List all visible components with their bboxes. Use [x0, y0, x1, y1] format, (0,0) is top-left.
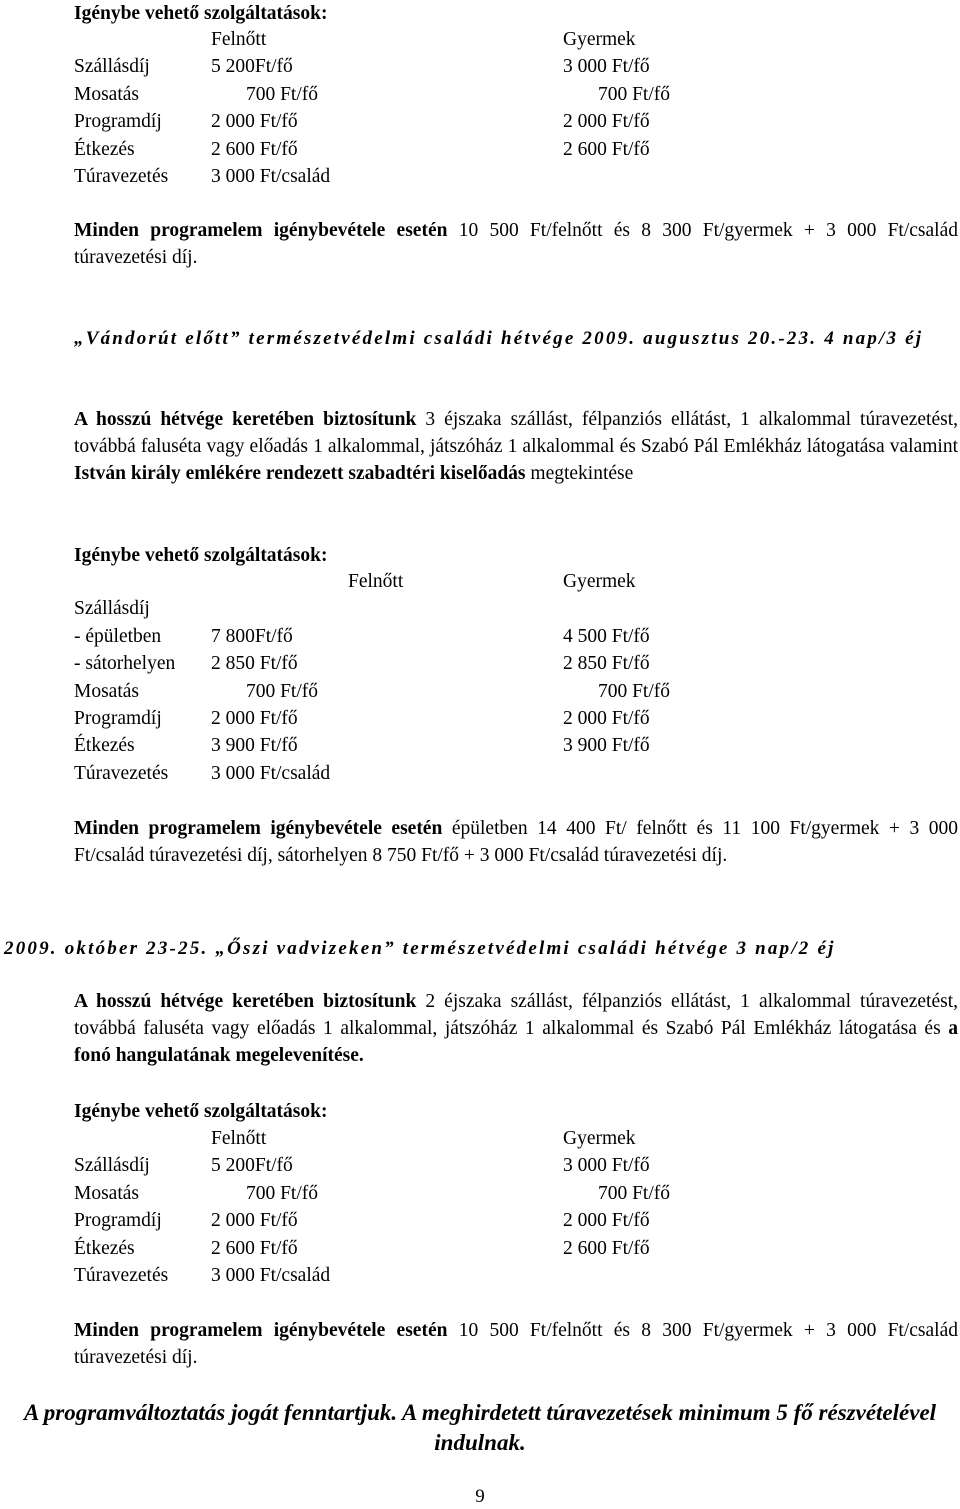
row-label: Étkezés — [74, 735, 135, 757]
child-price: 3 900 Ft/fő — [563, 735, 650, 757]
table-row — [74, 1235, 670, 1262]
row-label: Programdíj — [74, 1210, 162, 1232]
adult-price: 7 800Ft/fő — [211, 625, 293, 647]
adult-price: 5 200Ft/fő — [211, 1155, 293, 1177]
adult-price: 2 000 Ft/fő — [211, 1210, 298, 1232]
adult-price: 2 000 Ft/fő — [211, 111, 298, 133]
child-column-header: Gyermek — [563, 1128, 636, 1149]
row-label: Étkezés — [74, 1237, 135, 1259]
services-heading-1: Igénybe vehető szolgáltatások: — [74, 3, 328, 24]
table-row — [74, 1152, 670, 1179]
adult-price: 700 Ft/fő — [245, 83, 318, 105]
child-price: 2 000 Ft/fő — [563, 707, 650, 729]
row-label: Étkezés — [74, 138, 135, 160]
child-price: 700 Ft/fő — [597, 83, 670, 105]
table-row — [74, 108, 670, 135]
summary-2 — [74, 815, 958, 869]
table-row — [74, 53, 670, 80]
child-price: 2 850 Ft/fő — [563, 653, 650, 675]
price-table-3 — [74, 1125, 670, 1289]
summary-1 — [74, 217, 958, 271]
child-column-header: Gyermek — [563, 29, 636, 50]
table-row — [74, 623, 670, 650]
summary-text: 10 500 Ft/felnőtt és 8 300 Ft/gyermek + 3 000 Ft/család túravezetési díj. — [74, 1320, 958, 1368]
services-heading-2: Igénybe vehető szolgáltatások: — [74, 545, 328, 566]
event-title-3: 2009. október 23-25. „Őszi vadvizeken” természetvédelmi családi hétvége 3 nap/2 éj — [4, 938, 836, 959]
child-price: 3 000 Ft/fő — [563, 1155, 650, 1177]
adult-column-header: Felnőtt — [211, 29, 267, 50]
table-row — [74, 136, 670, 163]
summary-3 — [74, 1317, 958, 1371]
adult-column-header: Felnőtt — [211, 1128, 267, 1149]
row-label: Programdíj — [74, 707, 162, 729]
child-price: 2 600 Ft/fő — [563, 138, 650, 160]
adult-column-header: Felnőtt — [348, 571, 404, 592]
adult-price: 5 200Ft/fő — [211, 56, 293, 78]
adult-price: 3 000 Ft/család — [211, 1264, 331, 1286]
child-price — [563, 1262, 670, 1289]
table-row — [74, 705, 670, 732]
row-label: Túravezetés — [74, 1264, 169, 1286]
row-label: Szállásdíj — [74, 1155, 150, 1177]
price-table-2 — [74, 568, 670, 787]
row-label: Mosatás — [74, 1182, 139, 1204]
description-text: 2 éjszaka szállást, félpanziós ellátást, 1 alkalommal túravezetést, továbbá faluséta vagy előadás 1 alkalommal, játszóház 1 alkalommal és Szabó Pál Emlékház látogatása és — [74, 991, 959, 1039]
price-table-1 — [74, 26, 670, 190]
row-label: Mosatás — [74, 83, 139, 105]
table-row — [74, 595, 670, 622]
event-title-2: „Vándorút előtt” természetvédelmi családi hétvége 2009. augusztus 20.-23. 4 nap/3 éj — [74, 328, 924, 349]
child-price — [563, 760, 670, 787]
child-price: 700 Ft/fő — [597, 1182, 670, 1204]
row-label: Szállásdíj — [74, 598, 150, 620]
table-header-row — [74, 568, 670, 595]
services-heading-3: Igénybe vehető szolgáltatások: — [74, 1101, 328, 1122]
child-price: 2 000 Ft/fő — [563, 111, 650, 133]
adult-price: 3 000 Ft/család — [211, 762, 331, 784]
row-label: Túravezetés — [74, 762, 169, 784]
adult-price: 2 000 Ft/fő — [211, 707, 298, 729]
table-row — [74, 1180, 670, 1207]
row-label: - épületben — [74, 625, 162, 647]
description-lead: A hosszú hétvége keretében biztosítunk — [74, 409, 417, 430]
row-label: Mosatás — [74, 680, 139, 702]
description-highlight: a fonó hangulatának megelevenítése. — [74, 1018, 958, 1066]
summary-text: 10 500 Ft/felnőtt és 8 300 Ft/gyermek + 3 000 Ft/család túravezetési díj. — [74, 220, 958, 268]
page-number: 9 — [475, 1486, 485, 1507]
child-price: 2 600 Ft/fő — [563, 1237, 650, 1259]
description-2 — [74, 406, 958, 487]
table-header-row — [74, 26, 670, 53]
adult-price: 3 900 Ft/fő — [211, 735, 298, 757]
table-row — [74, 732, 670, 759]
summary-text: épületben 14 400 Ft/ felnőtt és 11 100 Ft/gyermek + 3 000 Ft/család túravezetési díj, sátorhelyen 8 750 Ft/fő + 3 000 Ft/család túravezetési díj. — [74, 818, 958, 866]
adult-price: 2 850 Ft/fő — [211, 653, 298, 675]
child-price: 3 000 Ft/fő — [563, 56, 650, 78]
table-row — [74, 678, 670, 705]
row-label: Túravezetés — [74, 165, 169, 187]
summary-lead: Minden programelem igénybevétele esetén — [74, 818, 443, 839]
summary-lead: Minden programelem igénybevétele esetén — [74, 1320, 448, 1341]
table-row — [74, 1262, 670, 1289]
table-row — [74, 760, 670, 787]
description-end: megtekintése — [525, 463, 634, 484]
child-price — [563, 163, 670, 190]
adult-price: 2 600 Ft/fő — [211, 1237, 298, 1259]
adult-price: 2 600 Ft/fő — [211, 138, 298, 160]
adult-price: 3 000 Ft/család — [211, 165, 331, 187]
table-row — [74, 650, 670, 677]
description-lead: A hosszú hétvége keretében biztosítunk — [74, 991, 417, 1012]
description-text: 3 éjszaka szállást, félpanziós ellátást, 1 alkalommal túravezetést, továbbá faluséta vagy előadás 1 alkalommal, játszóház 1 alkalommal és Szabó Pál Emlékház látogatása valamint — [74, 409, 959, 457]
adult-price: 700 Ft/fő — [245, 1182, 318, 1204]
table-row — [74, 163, 670, 190]
row-label: Programdíj — [74, 111, 162, 133]
child-price: 4 500 Ft/fő — [563, 625, 650, 647]
child-price: 700 Ft/fő — [597, 680, 670, 702]
table-row — [74, 81, 670, 108]
description-3 — [74, 988, 958, 1069]
table-row — [74, 1207, 670, 1234]
row-label: Szállásdíj — [74, 56, 150, 78]
row-label: - sátorhelyen — [74, 653, 176, 675]
table-header-row — [74, 1125, 670, 1152]
summary-lead: Minden programelem igénybevétele esetén — [74, 220, 448, 241]
child-price: 2 000 Ft/fő — [563, 1210, 650, 1232]
child-column-header: Gyermek — [563, 571, 636, 592]
adult-price: 700 Ft/fő — [245, 680, 318, 702]
description-highlight: István király emlékére rendezett szabadtéri kiselőadás — [74, 463, 526, 484]
closing-note: A programváltoztatás jogát fenntartjuk. A meghirdetett túravezetések minimum 5 fő részvételével indulnak. — [23, 1400, 937, 1455]
